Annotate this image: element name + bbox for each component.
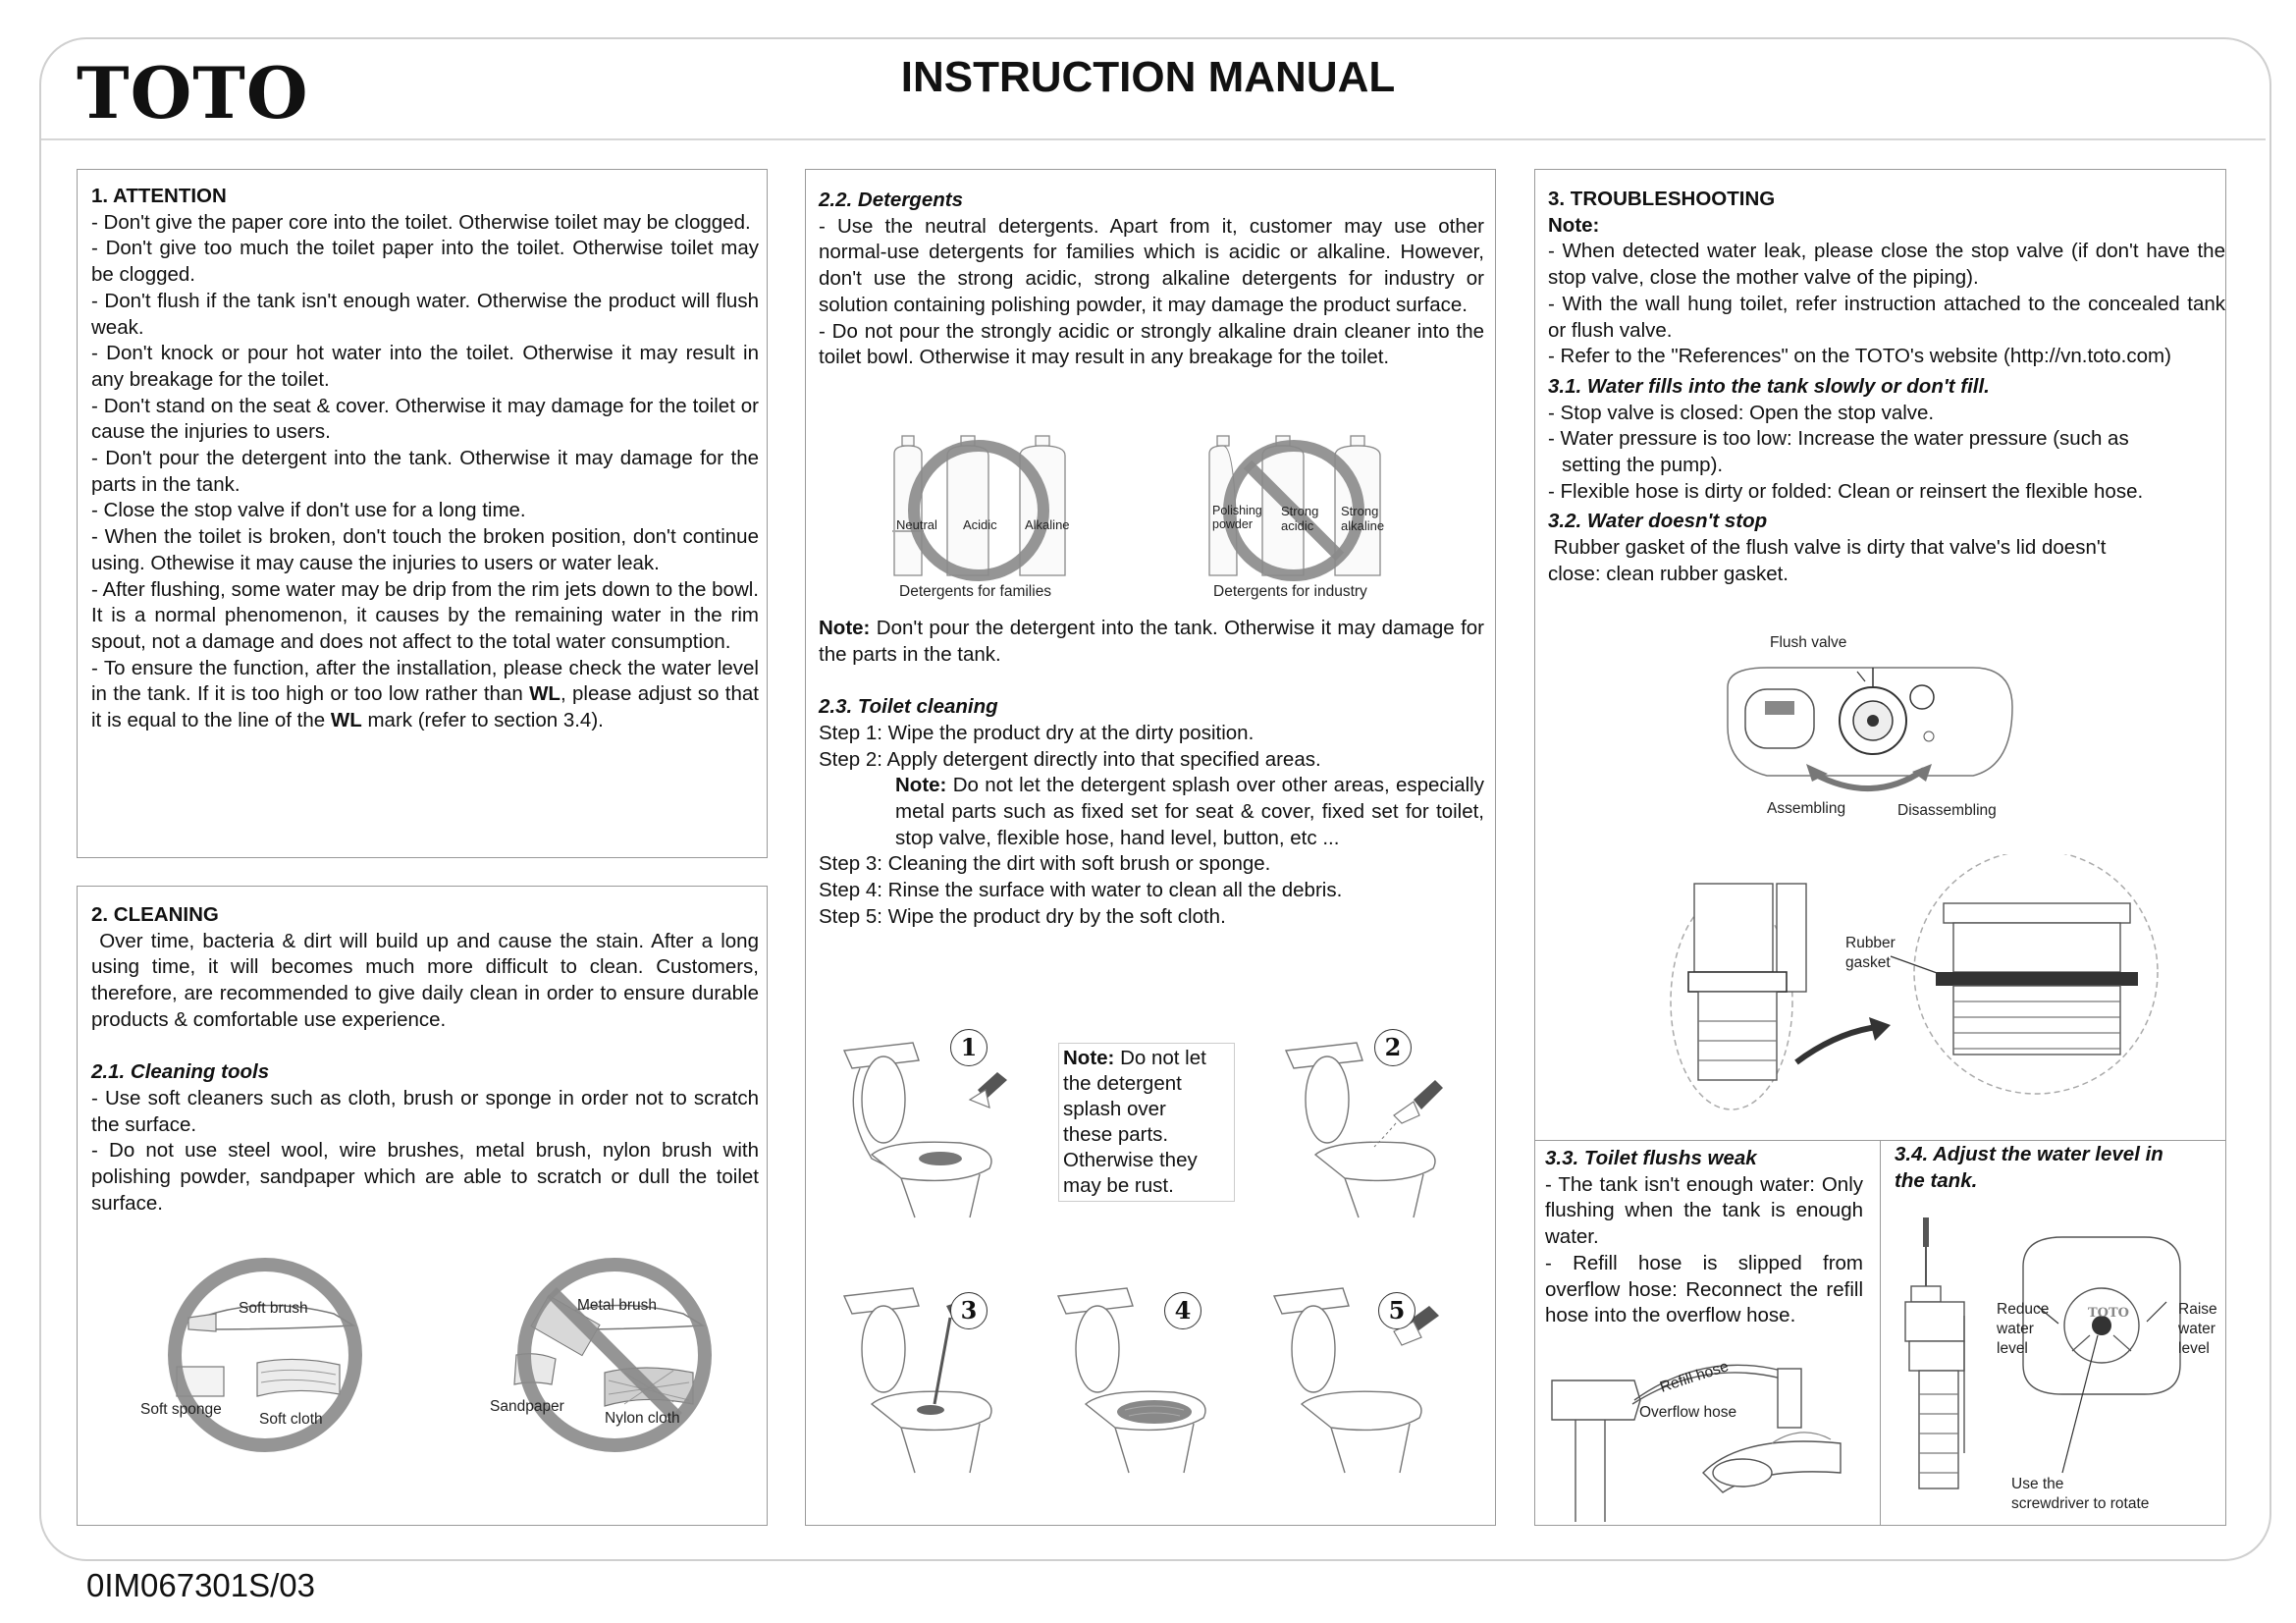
cleaning-tools-item: - Do not use steel wool, wire brushes, metal brush, nylon brush with polishing powder, sandpaper which are able to scratch or dull the toilet surface.	[91, 1139, 759, 1215]
toto-logo: TOTO	[77, 51, 309, 135]
document-number: 0IM067301S/03	[86, 1567, 316, 1603]
section-3-4-heading: 3.4. Adjust the water level in the tank.	[1895, 1143, 2163, 1192]
section-3-2-heading: 3.2. Water doesn't stop	[1548, 510, 1768, 533]
soft-sponge-label: Soft sponge	[140, 1401, 222, 1418]
figure-number-2: 2	[1374, 1029, 1412, 1066]
detergents-item: - Use the neutral detergents. Apart from it, customer may use other normal-use detergents for families which is acidic or alkaline. However, don't use the strong acidic, strong alkaline detergents for industry or solution containing polishing powder, it may damage the product surface.	[819, 214, 1484, 316]
flush-valve-top-illustration	[1708, 658, 2032, 815]
attention-item: - Don't pour the detergent into the tank. Otherwise it may damage for the parts in the tank.	[91, 447, 759, 496]
step-3: Step 3: Cleaning the dirt with soft brush or sponge.	[819, 852, 1271, 876]
attention-item: - When the toilet is broken, don't touch the broken position, don't continue using. Othewise it may cause the injuries to users or water leak.	[91, 525, 759, 574]
toilet-step-4-illustration	[1046, 1267, 1253, 1483]
step-2-note: Note: Do not let the detergent splash over other areas, especially metal parts such as fixed set for seat & cover, fixed set for toilet, stop valve, flexible hose, hand level, button, etc ...	[895, 774, 1484, 849]
section-3-3-item: - The tank isn't enough water: Only flushing when the tank is enough water.	[1545, 1172, 1863, 1249]
toilet-step-2-illustration	[1266, 1021, 1472, 1227]
soft-cloth-label: Soft cloth	[259, 1411, 323, 1428]
section-3-1-item: setting the pump).	[1562, 454, 1724, 477]
section-3-3-content	[1545, 1146, 1863, 1329]
section-3-1-item: - Water pressure is too low: Increase the water pressure (such as	[1548, 427, 2129, 451]
step-2: Step 2: Apply detergent directly into that specified areas.	[819, 747, 1321, 771]
assembling-label: Assembling	[1767, 800, 1846, 817]
attention-item: - Don't stand on the seat & cover. Otherwise it may damage for the toilet or cause the injuries to users.	[91, 394, 759, 444]
figure-number-3: 3	[950, 1292, 988, 1329]
refill-hose-label: Refill hose	[1657, 1358, 1732, 1396]
toilet-step-5-illustration	[1262, 1267, 1468, 1483]
soft-brush-label: Soft brush	[239, 1300, 308, 1317]
alkaline-bottle-label: Alkaline	[1025, 517, 1070, 532]
troubleshooting-note-heading: Note:	[1548, 213, 1600, 237]
attention-item: - Don't knock or pour hot water into the toilet. Otherwise it may result in any breakage for the toilet.	[91, 342, 759, 391]
cleaning-intro: Over time, bacteria & dirt will build up and cause the stain. After a long using time, it will becomes much more difficult to clean. Customers, therefore, are recommended to give daily clean in order to ensure durable products & comfortable use experience.	[91, 929, 759, 1031]
overflow-hose-label: Overflow hose	[1639, 1404, 1737, 1421]
figure-number-4: 4	[1164, 1292, 1201, 1329]
toilet-step-3-illustration	[832, 1267, 1039, 1483]
section-3-1-heading: 3.1. Water fills into the tank slowly or don't fill.	[1548, 374, 1990, 398]
cleaning-tools-item: - Use soft cleaners such as cloth, brush or sponge in order not to scratch the surface.	[91, 1086, 759, 1136]
toilet-cleaning-heading: 2.3. Toilet cleaning	[819, 695, 998, 719]
section-3-1-item: - Flexible hose is dirty or folded: Clean or reinsert the flexible hose.	[1548, 479, 2144, 503]
family-detergents-illustration	[888, 432, 1075, 581]
attention-item: - Don't flush if the tank isn't enough water. Otherwise the product will flush weak.	[91, 289, 759, 339]
metal-brush-label: Metal brush	[577, 1297, 657, 1314]
sandpaper-label: Sandpaper	[490, 1398, 564, 1415]
flush-valve-label: Flush valve	[1770, 634, 1847, 651]
section-3-1-item: - Stop valve is closed: Open the stop valve.	[1548, 401, 1935, 424]
page-title: INSTRUCTION MANUAL	[900, 53, 1396, 101]
cleaning-heading: 2. CLEANING	[91, 903, 219, 926]
troubleshooting-note: - Refer to the "References" on the TOTO's website (http://vn.toto.com)	[1548, 345, 2171, 368]
acidic-bottle-label: Acidic	[963, 517, 997, 532]
toilet-cleaning-content	[819, 616, 1484, 930]
neutral-bottle-label: Neutral	[896, 517, 937, 532]
detergents-heading: 2.2. Detergents	[819, 189, 963, 211]
attention-item: - Close the stop valve if don't use for a long time.	[91, 499, 526, 522]
section-3-2-text: close: clean rubber gasket.	[1548, 562, 1789, 585]
troubleshooting-note: - With the wall hung toilet, refer instruction attached to the concealed tank or flush valve.	[1548, 292, 2225, 342]
troubleshooting-note: - When detected water leak, please close the stop valve (if don't have the stop valve, close the mother valve of the piping).	[1548, 240, 2225, 290]
flush-valve-side-illustration	[1659, 854, 2218, 1119]
header-divider	[41, 138, 2266, 140]
cleaning-content	[91, 902, 759, 1217]
section-3-3-item: - Refill hose is slipped from overflow hose: Reconnect the refill hose into the overflow hose.	[1545, 1251, 1863, 1327]
figure-note-box: Note: Do not let the detergent splash over these parts. Otherwise they may be rust.	[1058, 1043, 1235, 1202]
raise-water-level-label: Raise water level	[2178, 1301, 2217, 1357]
nylon-cloth-label: Nylon cloth	[605, 1410, 680, 1427]
reduce-water-level-label: Reduce water level	[1997, 1301, 2050, 1357]
troubleshooting-content	[1548, 187, 2225, 588]
attention-heading: 1. ATTENTION	[91, 185, 227, 207]
figure-number-5: 5	[1378, 1292, 1415, 1329]
strong-acidic-label: Strong acidic	[1281, 504, 1319, 533]
cleaning-tools-heading: 2.1. Cleaning tools	[91, 1060, 270, 1084]
polishing-powder-label: Polishing powder	[1212, 504, 1262, 531]
toilet-step-1-illustration	[832, 1021, 1029, 1227]
toto-brand-label: TOTO	[2088, 1306, 2129, 1321]
section-3-3-heading: 3.3. Toilet flushs weak	[1545, 1147, 1757, 1169]
step-5: Step 5: Wipe the product dry by the soft cloth.	[819, 904, 1226, 928]
screwdriver-label: Use the screwdriver to rotate	[2011, 1476, 2150, 1512]
attention-item: - Don't give too much the toilet paper into the toilet. Otherwise toilet may be clogged.	[91, 237, 759, 287]
industry-detergents-caption: Detergents for industry	[1213, 583, 1367, 600]
step-4: Step 4: Rinse the surface with water to clean all the debris.	[819, 879, 1343, 902]
attention-content	[91, 184, 759, 734]
rubber-gasket-label: Rubber gasket	[1845, 935, 1896, 971]
detergents-content	[819, 188, 1484, 371]
strong-alkaline-label: Strong alkaline	[1341, 504, 1385, 533]
disassembling-label: Disassembling	[1897, 802, 1997, 819]
attention-item: - After flushing, some water may be drip from the rim jets down to the bowl. It is a normal phenomenon, it causes by the remaining water in the rim spout, not a damage and does not affect to the total water consumption.	[91, 577, 759, 653]
attention-item: - Don't give the paper core into the toilet. Otherwise toilet may be clogged.	[91, 210, 751, 234]
family-detergents-caption: Detergents for families	[899, 583, 1052, 600]
step-1: Step 1: Wipe the product dry at the dirty position.	[819, 721, 1255, 744]
attention-item-water-level: - To ensure the function, after the installation, please check the water level in the tank. If it is too high or too low rather than WL, please adjust so that it is equal to the line of the WL mark (refer to section 3.4).	[91, 656, 760, 732]
detergent-tank-note: Note: Don't pour the detergent into the tank. Otherwise it may damage for the parts in the tank.	[819, 617, 1484, 666]
troubleshooting-heading: 3. TROUBLESHOOTING	[1548, 188, 1776, 210]
section-3-2-text: Rubber gasket of the flush valve is dirty that valve's lid doesn't	[1553, 536, 2107, 560]
detergents-item: - Do not pour the strongly acidic or strongly alkaline drain cleaner into the toilet bowl. Otherwise it may result in any breakage for the toilet.	[819, 319, 1484, 369]
figure-number-1: 1	[950, 1029, 988, 1066]
